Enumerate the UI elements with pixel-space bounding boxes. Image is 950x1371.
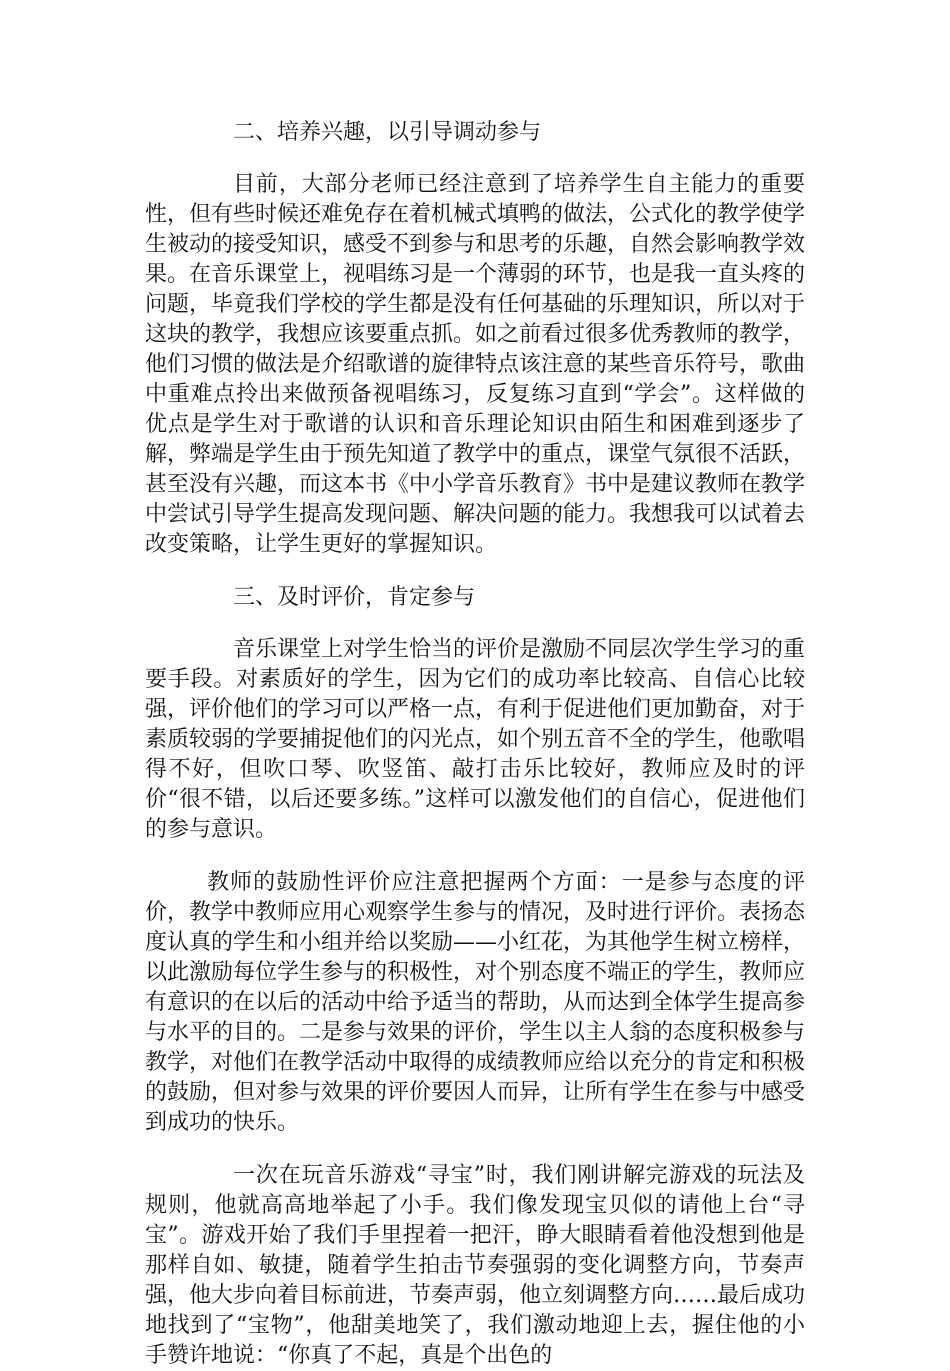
paragraph-1: 目前，大部分老师已经注意到了培养学生自主能力的重要性，但有些时候还难免存在着机械式填鸭的做法，公式化的教学使学生被动的接受知识，感受不到参与和思考的乐趣，自然会影响教学效果。在音乐课堂上，视唱练习是一个薄弱的环节，也是我一直头疼的问题，毕竟我们学校的学生都是没有任何基础的乐理知识，所以对于这块的教学，我想应该要重点抓。如之前看过很多优秀教师的教学，他们习惯的做法是介绍歌谱的旋律特点该注意的某些音乐符号，歌曲中重难点拎出来做预备视唱练习，反复练习直到“学会”。这样做的优点是学生对于歌谱的认识和音乐理论知识由陌生和困难到逐步了解，弊端是学生由于预先知道了教学中的重点，课堂气氛很不活跃，甚至没有兴趣，而这本书《中小学音乐教育》书中是建议教师在教学中尝试引导学生提高发现问题、解决问题的能力。我想我可以试着去改变策略，让学生更好的掌握知识。 [145, 172, 806, 557]
paragraph-2: 音乐课堂上对学生恰当的评价是激励不同层次学生学习的重要手段。对素质好的学生，因为它们的成功率比较高、自信心比较强，评价他们的学习可以严格一点，有利于促进他们更加勤奋，对于素质较弱的学要捕捉他们的闪光点，如个别五音不全的学生，他歌唱得不好，但吹口琴、吹竖笛、敲打击乐比较好，教师应及时的评价“很不错，以后还要多练。”这样可以激发他们的自信心，促进他们的参与意识。 [145, 637, 806, 842]
section-heading-2: 二、培养兴趣，以引导调动参与 [233, 120, 542, 145]
document-page [145, 118, 805, 1371]
section-heading-3: 三、及时评价，肯定参与 [233, 585, 476, 610]
paragraph-3: 教师的鼓励性评价应注意把握两个方面：一是参与态度的评价，教学中教师应用心观察学生参与的情况，及时进行评价。表扬态度认真的学生和小组并给以奖励——小红花，为其他学生树立榜样，以此激励每位学生参与的积极性，对个别态度不端正的学生，教师应有意识的在以后的活动中给予适当的帮助，从而达到全体学生提高参与水平的目的。二是参与效果的评价，学生以主人翁的态度积极参与教学，对他们在教学活动中取得的成绩教师应给以充分的肯定和积极的鼓励，但对参与效果的评价要因人而异，让所有学生在参与中感受到成功的快乐。 [145, 870, 806, 1135]
paragraph-4: 一次在玩音乐游戏“寻宝”时，我们刚讲解完游戏的玩法及规则，他就高高地举起了小手。我们像发现宝贝似的请他上台“寻宝”。游戏开始了我们手里捏着一把汗，睁大眼睛看着他没想到他是那样自如、敏捷，随着学生拍击节奏强弱的变化调整方向，节奏声强，他大步向着目标前进，节奏声弱，他立刻调整方向……最后成功地找到了“宝物”，他甜美地笑了，我们激动地迎上去，握住他的小手赞许地说：“你真了不起，真是个出色的 [145, 1163, 806, 1368]
